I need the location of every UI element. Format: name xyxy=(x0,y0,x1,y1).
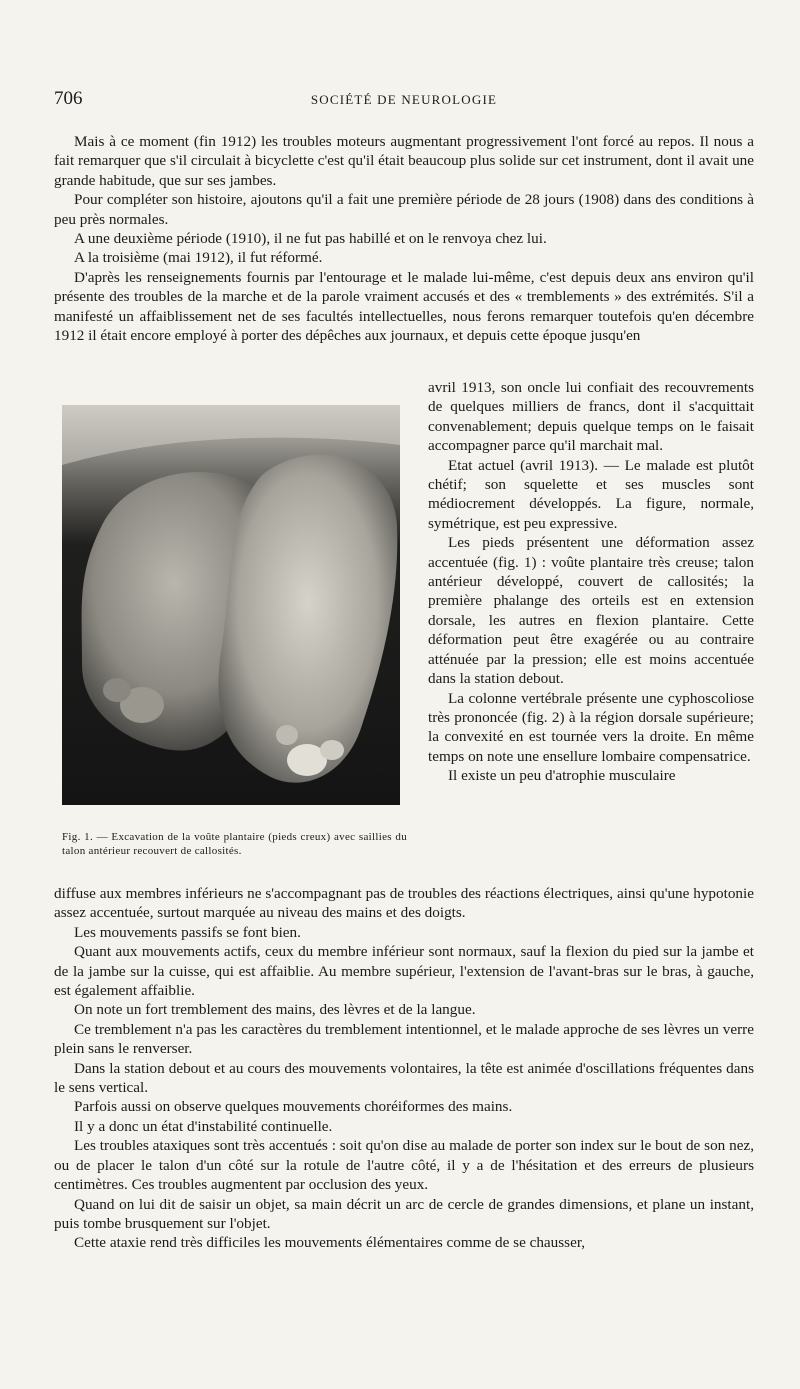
paragraph: La colonne vertébrale présente une cyphoscoliose très prononcée (fig. 2) à la région dorsale supérieure; la convexité en est tournée vers la droite. En même temps on note une ensellure lombaire compensatrice. xyxy=(428,689,754,765)
figure-caption: Fig. 1. — Excavation de la voûte plantaire (pieds creux) avec saillies du talon antérieur recouvert de callosités. xyxy=(62,831,407,857)
paragraph: Quant aux mouvements actifs, ceux du membre inférieur sont normaux, sauf la flexion du pied sur la jambe et de la jambe sur la cuisse, qui est affaiblie. Au membre supérieur, l'extension de l'avant-bras sur le bras, à gauche, est également affaiblie. xyxy=(54,943,754,1000)
paragraph: Quand on lui dit de saisir un objet, sa main décrit un arc de cercle de grandes dimensions, et plane un instant, puis tombe brusquement sur l'objet. xyxy=(54,1195,754,1232)
page-header xyxy=(54,88,754,112)
paragraph: avril 1913, son oncle lui confiait des recouvrements de quelques milliers de francs, dont il s'acquittait convenablement; depuis quelque temps on le faisait accompagner parce qu'il marchait mal. xyxy=(428,379,754,455)
paragraph: Dans la station debout et au cours des mouvements volontaires, la tête est animée d'oscillations fréquentes dans le sens vertical. xyxy=(54,1059,754,1097)
paragraph: Il y a donc un état d'instabilité continuelle. xyxy=(74,1117,333,1135)
paragraph: Les mouvements passifs se font bien. xyxy=(74,923,301,941)
paragraph: Mais à ce moment (fin 1912) les troubles moteurs augmentant progressivement l'ont forcé au repos. Il nous a fait remarquer que s'il circulait à bicyclette c'est qu'il était beaucoup plus solide sur cet instrument, dont il avait une grande habitude, que sur ses jambes. xyxy=(54,133,754,189)
running-title: SOCIÉTÉ DE NEUROLOGIE xyxy=(310,92,498,107)
bottom-text-block xyxy=(54,884,754,1253)
right-column-text xyxy=(428,378,754,786)
paragraph: Il existe un peu d'atrophie musculaire xyxy=(448,767,676,785)
top-text-block xyxy=(54,132,754,345)
paragraph: Parfois aussi on observe quelques mouvements choréiformes des mains. xyxy=(74,1098,513,1116)
paragraph: On note un fort tremblement des mains, des lèvres et de la langue. xyxy=(74,1001,476,1019)
paragraph: Cette ataxie rend très difficiles les mouvements élémentaires comme de se chausser, xyxy=(74,1234,586,1252)
page-number: 706 xyxy=(54,88,83,109)
paragraph: D'après les renseignements fournis par l'entourage et le malade lui-même, c'est depuis deux ans environ qu'il présente des troubles de la marche et de la parole vraiment accusés et des « tremblements » des extrémités. S'il a manifesté un affaiblissement net de ses facultés intellectuelles, nous ferons remarquer toutefois qu'en décembre 1912 il était encore employé à porter des dépêches aux journaux, et depuis cette époque jusqu'en xyxy=(54,268,754,345)
paragraph: Ce tremblement n'a pas les caractères du tremblement intentionnel, et le malade approche de ses lèvres un verre plein sans le renverser. xyxy=(54,1020,754,1058)
paragraph: A une deuxième période (1910), il ne fut pas habillé et on le renvoya chez lui. xyxy=(74,230,547,248)
feet-photograph xyxy=(62,405,400,805)
figure-photo-feet xyxy=(62,405,400,805)
paragraph: Les troubles ataxiques sont très accentués : soit qu'on dise au malade de porter son index sur le bout de son nez, ou de placer le talon d'un côté sur la rotule de l'autre côté, il y a de l'hésitation et des erreurs de plusieurs centimètres. Ces troubles augmentent par occlusion des yeux. xyxy=(54,1137,754,1194)
paragraph: diffuse aux membres inférieurs ne s'accompagnant pas de troubles des réactions électriques, ainsi qu'une hypotonie assez accentuée, surtout marquée au niveau des mains et des doigts. xyxy=(54,885,754,922)
paragraph: Etat actuel (avril 1913). — Le malade est plutôt chétif; son squelette et ses muscles sont médiocrement développés. La figure, normale, symétrique, est peu expressive. xyxy=(428,456,754,532)
paragraph: Pour compléter son histoire, ajoutons qu'il a fait une première période de 28 jours (1908) dans des conditions à peu près normales. xyxy=(54,191,754,228)
paragraph: Les pieds présentent une déformation assez accentuée (fig. 1) : voûte plantaire très creuse; talon antérieur développé, couvert de callosités; la première phalange des orteils est en extension dorsale, les autres en flexion plantaire. Cette déformation peut être exagérée ou au contraire atténuée par la pression; elle est moins accentuée dans la station debout. xyxy=(428,534,754,688)
paragraph: A la troisième (mai 1912), il fut réformé. xyxy=(74,249,323,267)
